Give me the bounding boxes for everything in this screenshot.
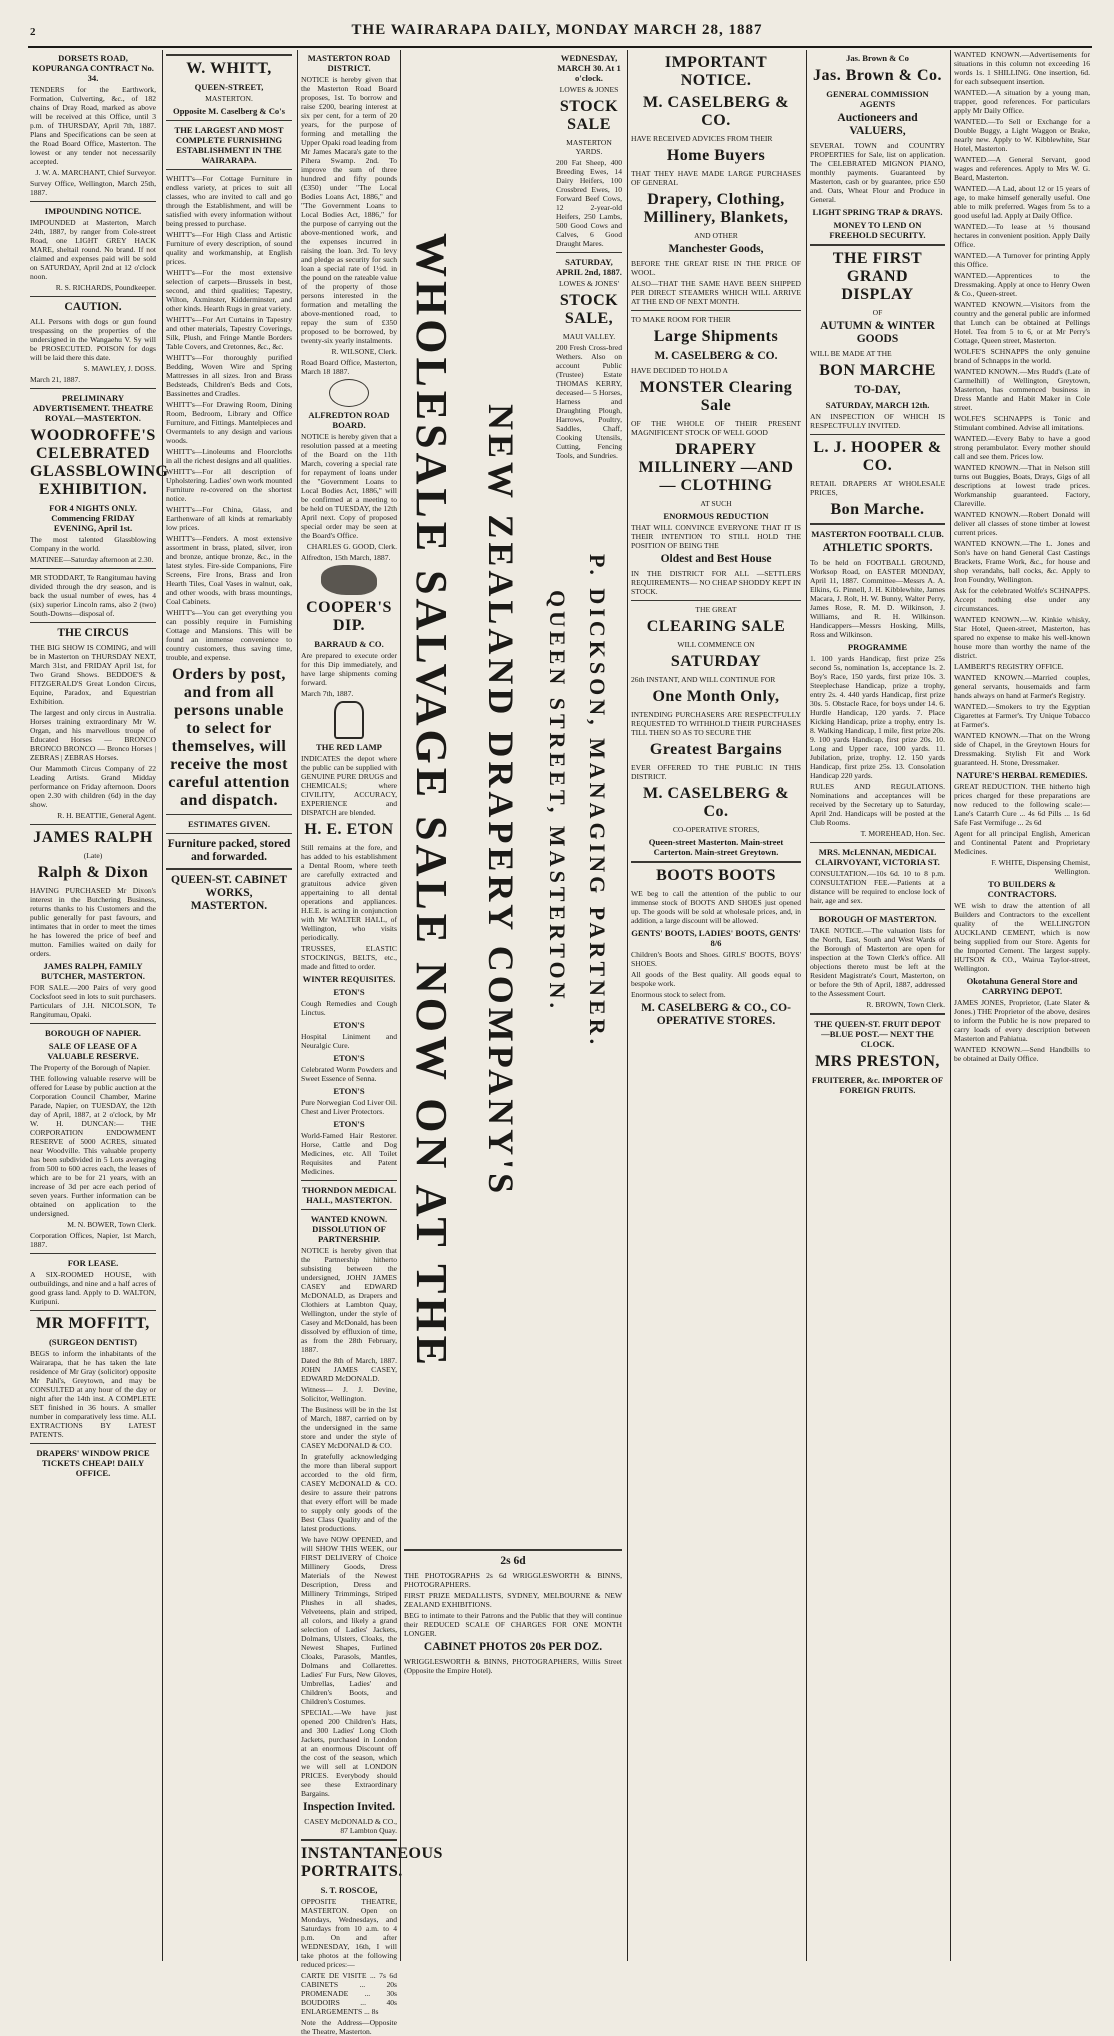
ad-heading: BOROUGH OF NAPIER.	[45, 1028, 141, 1038]
ad-heading: ETON'S	[333, 1053, 365, 1063]
ad-rule	[30, 824, 156, 825]
ad-heading: MASTERTON ROAD DISTRICT.	[307, 53, 391, 73]
ad-heading: BARRAUD & CO.	[314, 639, 384, 649]
ad-body-text: MR STODDART, Te Rangitumau having divided through the dry season, and is back the usual number of ewes, has 4 (six) superior Lincoln rams, also 2 (two) South-Downs—disposal of.	[30, 573, 156, 618]
ad-body-text: WE beg to call the attention of the public to our immense stock of BOOTS AND SHOES just opened up. The goods will be sold at wholesale prices, and, in addition, a large discount will be allowed.	[631, 889, 801, 925]
ad-body-text: IN THE DISTRICT FOR ALL —SETTLERS REQUIREMENTS— NO CHEAP SHODDY KEPT IN STOCK.	[631, 569, 801, 596]
ad-subheading: TO-DAY,	[854, 384, 901, 396]
ad-body-text: Our Mammoth Circus Company of 22 Leading Artists. Grand Midday performance on Friday afternoon. Doors open 2.30 with children (6d) in the day show.	[30, 764, 156, 809]
ad-body-text: WANTED KNOWN.—Advertisements for situations in this column not exceeding 16 words 1s. 1 SHILLING. One insertion, 6d. for each subsequent insertion.	[954, 50, 1090, 86]
ad-heading: ETON'S	[333, 987, 365, 997]
ad-subheading: Auctioneers and VALUERS,	[837, 112, 918, 137]
ad-rule	[810, 909, 945, 910]
ad-heading: LIGHT SPRING TRAP & DRAYS.	[812, 207, 943, 217]
ad-body-text: WANTED KNOWN.—W. Kinkie whisky, Star Hotel, Queen-street, Masterton, has spared no expense to make his well-known house more than worthy the name of the district.	[954, 615, 1090, 660]
ad-subheading: Manchester Goods,	[668, 243, 764, 255]
column-divider	[400, 50, 401, 1961]
ad-display-text: Home Buyers	[666, 147, 766, 164]
ad-body-text: WANTED KNOWN.—Robert Donald will deliver all classes of stone timber at lowest current prices.	[954, 510, 1090, 537]
ad-centered-text: LOWES & JONES	[559, 85, 619, 94]
ad-subheading: Oldest and Best House	[660, 553, 772, 565]
sheep-illustration	[321, 565, 377, 595]
ad-body-text: WANTED KNOWN.—Send Handbills to be obtained at Daily Office.	[954, 1045, 1090, 1063]
ad-display-text: STOCK SALE	[559, 98, 619, 133]
ad-display-text: One Month Only,	[652, 688, 780, 705]
ad-subheading: CABINET PHOTOS 20s PER DOZ.	[423, 1641, 603, 1653]
ad-body-text: THAT THEY HAVE MADE LARGE PURCHASES OF GENERAL	[631, 169, 801, 187]
column-divider	[297, 50, 298, 1961]
ad-body-text: World-Famed Hair Restorer. Horse, Cattle and Dog Medicines, etc. All Toilet Requisites and Patent Medicines.	[301, 1131, 397, 1176]
ad-centered-text: LOWES & JONES'	[558, 279, 619, 288]
ad-body-text: RULES AND REGULATIONS. Nominations and acceptances will be received by the Secretary up to Saturday, April 2nd. Handicaps will be posted at the Club Rooms.	[810, 782, 945, 827]
ad-body-text: THE BIG SHOW IS COMING, and will be in Masterton on THURSDAY NEXT, March 31st, and FRIDAY April 1st, for Two Grand Shows. BEDDOE'S & FITZGERALD'S Great London Circus, Equine, Paradox, and Equestrian Exhibition.	[30, 643, 156, 706]
ad-body-text: BEGS to inform the inhabitants of the Wairarapa, that he has taken the late residence of Mr Gray (solicitor) opposite Mr Pahl's, Greytown, and may be CONSULTED at any hour of the day or night after the 14th inst. A COMPLETE SET finished in 36 hours. A smaller number in comparatively less time. ALL EXTRACTIONS BY LATEST PATENTS.	[30, 1349, 156, 1439]
ad-rule	[166, 814, 292, 815]
ad-heading: SALE OF LEASE OF A VALUABLE RESERVE.	[47, 1041, 139, 1061]
ad-body-text: Dated the 8th of March, 1887. JOHN JAMES CASEY, EDWARD McDONALD.	[301, 1356, 397, 1383]
ad-body-text: All goods of the Best quality. All goods equal to bespoke work.	[631, 970, 801, 988]
ad-rule	[30, 296, 156, 297]
ad-display-text: W. WHITT,	[186, 60, 272, 77]
ad-double-rule	[810, 1013, 945, 1015]
ad-body-text: Corporation Offices, Napier, 1st March, 1887.	[30, 1231, 156, 1249]
ad-subheading: 2s 6d	[500, 1555, 526, 1567]
ad-heading: THE LARGEST AND MOST COMPLETE FURNISHING ESTABLISHMENT IN THE WAIRARAPA.	[174, 125, 284, 165]
column-1	[30, 50, 169, 1961]
ad-subheading: Inspection Invited.	[302, 1801, 396, 1813]
ad-body-text: WHITT's—For all description of Upholstering. Ladies' own work mounted Furniture re-covered on the shortest notice.	[166, 467, 293, 503]
ad-display-text: SATURDAY	[670, 653, 762, 670]
ad-display-text: Large Shipments	[653, 328, 779, 345]
ad-body-text: WANTED.—A General Servant, good wages and references. Apply to Mrs W. G. Beard, Masterton.	[954, 155, 1090, 182]
column-divider	[950, 50, 951, 1961]
ad-body-text: IMPOUNDED at Masterton, March 24th, 1887, by ranger from Cole-street Road, one LIGHT GREY HACK MARE, sheltail round. No brand. If not claimed and expenses paid will be sold on SATURDAY, April 2nd at 12 o'clock noon.	[30, 218, 156, 281]
ad-display-text: M. CASELBERG & CO.	[642, 94, 790, 129]
column-divider	[806, 50, 807, 1961]
ad-heading: BOROUGH OF MASTERTON.	[818, 914, 937, 924]
ad-body-text: WANTED.—Apprentices to the Dressmaking. Apply at once to Henry Owen & Co., Queen-street.	[954, 271, 1090, 298]
column-6	[810, 50, 945, 1961]
ad-body-text: The Business will be in the 1st of March, 1887, carried on by the undersigned in the same store and under the style of CASEY McDONALD & CO.	[301, 1405, 397, 1450]
ad-body-text: The most talented Glassblowing Company in the world.	[30, 535, 156, 553]
ad-body-text: RETAIL DRAPERS AT WHOLESALE PRICES,	[810, 479, 945, 497]
ad-rule	[30, 1443, 156, 1444]
ad-body-text: WANTED.—Smokers to try the Egyptian Cigarettes at Farmer's. Try Unique Tobacco at Farmer's.	[954, 702, 1090, 729]
ad-rule	[30, 1253, 156, 1254]
ad-heading: MASTERTON FOOTBALL CLUB.	[811, 529, 944, 539]
ad-signature: R. WILSONE, Clerk.	[331, 347, 397, 356]
ad-body-text: SPECIAL.—We have just opened 200 Children's Hats, and 300 Ladies' Long Cloth Jackets, purchased in London at an enormous Discount off the cost of the season, which we will sell at LONDON PRICES. Everybody should see these Extraordinary Bargains.	[301, 1708, 397, 1798]
column-2	[166, 50, 292, 1961]
ad-display-text: M. CASELBERG & Co.	[642, 785, 790, 820]
column-5	[631, 50, 801, 1961]
ad-signature: S. MAWLEY, J. DOSS.	[83, 364, 156, 373]
ad-body-text: 26th INSTANT, AND WILL CONTINUE FOR	[631, 675, 776, 684]
ad-heading: (SURGEON DENTIST)	[48, 1337, 138, 1347]
ad-body-text: WE wish to draw the attention of all Builders and Contractors to the excellent quality of the WELLINGTON AUCKLAND CEMENT, which is now being supplied from our Store. Agents for the Imported Cement. The largest supply. HUTSON & CO., Wairua Taylor-street, Wellington.	[954, 901, 1090, 973]
ad-body-text: WHITT's—For High Class and Artistic Furniture of every description, of sound quality and workmanship, at English prices.	[166, 230, 292, 266]
ad-heading: FRUITERER, &c. IMPORTER OF FOREIGN FRUITS.	[811, 1075, 944, 1095]
ad-body-text: WHITT's—For China, Glass, and Earthenware of all kinds at remarkably low prices.	[166, 505, 292, 532]
ad-body-text: ALL Persons with dogs or gun found trespassing on the properties of the undersigned in the Wangaehu V. Sy will be PROSECUTED. POISON for dogs will be laid there this date.	[30, 317, 156, 362]
column-4-lower	[404, 1545, 622, 1961]
ad-heading: MRS. McLENNAN, MEDICAL CLAIRVOYANT, VICTORIA ST.	[815, 847, 940, 867]
ad-body-text: TENDERS for the Earthwork, Formation, Culverting, &c., of 182 chains of Dray Road, marked as above will be received at this Office, until 3 p.m. of THURSDAY, April 7th, 1887. Plans and Specifications can be seen at the Road Board Office, Masterton. The lowest or any tender not necessarily accepted.	[30, 85, 156, 166]
ad-body-text: Alfredton, 15th March, 1887.	[301, 553, 391, 562]
ad-body-text: WANTED KNOWN.—That on the Wrong side of Chapel, in the Greytown Hours for Dressmaking. Stylish Fit and Work guaranteed. H. Stone, Dressmaker.	[954, 731, 1090, 767]
ad-heading: THE QUEEN-ST. FRUIT DEPOT —BLUE POST.— NEXT THE CLOCK.	[814, 1019, 941, 1049]
ad-rule	[30, 201, 156, 202]
ad-signature: CASEY McDONALD & CO., 87 Lambton Quay.	[304, 1817, 397, 1835]
ad-heading: ETON'S	[333, 1020, 365, 1030]
ad-body-text: WANTED.—To lease at ½ thousand hectares in convenient position. Apply Daily Office.	[954, 222, 1090, 249]
banner-line-1: WHOLESALE SALVAGE SALE NOW ON AT THE	[407, 233, 456, 1369]
ad-body-text: Note the Address—Opposite the Theatre, Masterton.	[301, 2018, 397, 2036]
ad-body-text: WANTED KNOWN.—Mrs Rudd's (Late of Carmelhill) of Wellington, Greytown, Masterton, has commenced business in Dress Mantle and Habit Maker in Cole street.	[954, 367, 1090, 412]
ad-centered-text: THE GREAT	[695, 605, 737, 614]
ad-rule	[30, 1310, 156, 1311]
ad-heading: WEDNESDAY, MARCH 30. At 1 o'clock.	[557, 53, 621, 83]
ad-body-text: In gratefully acknowledging the more than liberal support accorded to the old firm, CASEY McDONALD & CO. desire to assure their patrons that every effort will be made to supply only goods of the Best Class Quality and of the latest productions.	[301, 1452, 397, 1533]
ad-heading: NATURE'S HERBAL REMEDIES.	[956, 770, 1088, 780]
ad-heading: GENTS' BOOTS, LADIES' BOOTS, GENTS' 8/6	[631, 928, 801, 948]
ad-body-text: Hospital Liniment and Neuralgic Cure.	[301, 1032, 397, 1050]
ad-display-text: THE FIRST GRAND DISPLAY	[832, 250, 923, 303]
ad-body-text: WANTED KNOWN.—Visitors from the country and the general public are informed that Lunch can be obtained at Pellings Hotel. Tea from 5 to 6, or at Mr Perry's Cottage, Queen street, Masterton.	[954, 300, 1090, 345]
ad-body-text: We have NOW OPENED, and will SHOW THIS WEEK, our FIRST DELIVERY of Choice Millinery Goods, Dress Materials of the Newest Description, Dress and Millinery Trimmings, Striped Plushes in all shades, Velveteens, plain and striped, all colors, and likely a grand selection of Ladies' Jackets, Dolmans, Ulsters, Cloaks, the Newest Shapes, Furlined Cloaks, Parasols, Mantles, Dolmans and Collarettes. Ladies' Fur Furs, New Gloves, Umbrellas, Ladies' and Children's Boots, and Children's Costumes.	[301, 1535, 397, 1706]
ad-rule	[166, 120, 292, 121]
ad-body-text: NOTICE is hereby given that the Partnership hitherto subsisting between the undersigned, JOHN JAMES CASEY and EDWARD McDONALD, as Drapers and Clothiers at Lambton Quay, Wellington, under the style of Casey and McDonald, has been dissolved by effluxion of time, as from the 28th February, 1887.	[301, 1246, 397, 1354]
ad-subheading: AUTUMN & WINTER GOODS	[820, 320, 935, 345]
ad-body-text: WHITT's—For the most extensive selection of carpets—Brussels in best, second, and third qualities; Tapestry, Wilton, Axminster, Kidderminster, and other kinds. Hearth Rugs in great variety.	[166, 268, 292, 313]
ad-body-text: Enormous stock to select from.	[631, 990, 726, 999]
salvage-sale-banner	[402, 66, 622, 1536]
ad-body-text: Agent for all principal English, American and Continental Patent and Proprietary Medicines.	[954, 829, 1090, 856]
ad-display-text: MRS PRESTON,	[815, 1053, 940, 1070]
ad-body-text: OF THE WHOLE OF THEIR PRESENT MAGNIFICENT STOCK OF WELL GOOD	[631, 419, 801, 437]
ad-display-text: H. E. ETON	[304, 821, 394, 838]
ad-heading: WANTED KNOWN. DISSOLUTION OF PARTNERSHIP.	[310, 1214, 388, 1244]
ad-subheading: M. CASELBERG & CO., CO-OPERATIVE STORES.	[641, 1002, 791, 1027]
ad-body-text: INDICATES the depot where the public can be supplied with GENUINE PURE DRUGS and CHEMICALS; where CIVILITY, ACCURACY, EXPERIENCE and DISPATCH are blended.	[301, 754, 397, 817]
ad-display-text: Drapery, Clothing, Millinery, Blankets,	[643, 191, 789, 226]
ad-heading: JAMES RALPH, FAMILY BUTCHER, MASTERTON.	[41, 961, 145, 981]
ad-body-text: The largest and only circus in Australia. Horses training extraordinary Mr W. Organ, and his marvellous troupe of Educated Horses — BRONCO BRONCO BRONCO — Bronco Horses | ZEBRAS | ZEBRAS Horses.	[30, 708, 156, 762]
ad-double-rule	[166, 54, 292, 56]
ad-body-text: CONSULTATION.—10s 6d. 10 to 8 p.m. CONSULTATION FEE.—Patients at a distance will be required to enclose lock of hair, age and sex.	[810, 869, 945, 905]
ad-signature: J. W. A. MARCHANT, Chief Surveyor.	[35, 168, 156, 177]
ad-body-text: OPPOSITE THEATRE, MASTERTON. Open on Mondays, Wednesdays, and Saturdays from 10 a.m. to 4 p.m. On and after WEDNESDAY, 16th, I will take photos at the following reduced prices:—	[301, 1897, 397, 1969]
ad-body-text: Ask for the celebrated Wolfe's SCHNAPPS. Accept nothing else under any circumstances.	[954, 586, 1090, 613]
ad-signature: M. N. BOWER, Town Clerk.	[67, 1220, 156, 1229]
ad-body-text: WRIGGLESWORTH & BINNS, PHOTOGRAPHERS, Willis Street (Opposite the Empire Hotel).	[404, 1657, 622, 1675]
ad-heading: ALFREDTON ROAD BOARD.	[308, 410, 390, 430]
ad-double-rule	[404, 1549, 622, 1551]
ad-body-text: WHITT's—Linoleums and Floorcloths in all the richest designs and all qualities.	[166, 447, 292, 465]
ad-heading: S. T. ROSCOE,	[320, 1885, 378, 1895]
masthead-title: THE WAIRARAPA DAILY, MONDAY MARCH 28, 1887	[351, 22, 763, 38]
ad-heading: QUEEN-STREET,	[194, 82, 264, 92]
ad-double-rule	[631, 861, 801, 863]
ad-body-text: LAMBERT'S REGISTRY OFFICE.	[954, 662, 1064, 671]
ad-body-text: WHITT's—For thoroughly purified Bedding, Woven Wire and Spring Mattresses in all sizes. Iron and Brass Bedsteads, Children's Beds and Cots, Bassinettes and Cradles.	[166, 353, 292, 398]
ad-heading: ENORMOUS REDUCTION	[663, 511, 769, 521]
ad-heading: MONEY TO LEND ON FREEHOLD SECURITY.	[829, 220, 926, 240]
ad-body-text: WANTED.—A Turnover for printing Apply this Office.	[954, 251, 1090, 269]
ad-body-text: HAVE RECEIVED ADVICES FROM THEIR	[631, 134, 773, 143]
ad-heading: PROGRAMME	[847, 642, 908, 652]
ad-subheading: QUEEN-ST. CABINET WORKS, MASTERTON.	[170, 874, 288, 912]
ad-body-text: SEVERAL TOWN and COUNTRY PROPERTIES for Sale, list on application. The CELEBRATED MIGNON PIANO, monthly payments. Guaranteed by Masterton, cash or by guarantee, price £50 and. Oats, Wheat Flour and Produce in General.	[810, 141, 945, 204]
ad-body-text: A SIX-ROOMED HOUSE, with outbuildings, and nine and a half acres of good grass land. Apply to D. WALTON, Kuripuni.	[30, 1270, 156, 1306]
ad-body-text: TRUSSES, ELASTIC STOCKINGS, BELTS, etc., made and fitted to order.	[301, 944, 397, 971]
ad-body-text: WANTED KNOWN.—The L. Jones and Son's have on hand General Cast Castings Brackets, Frame Work, &c., for house and shop verandahs, ball cocks, &c. Apply to Iron Foundry, Wellington.	[954, 539, 1090, 584]
ad-centered-text: MASTERTON.	[205, 94, 253, 103]
ad-body-text: NOTICE is hereby given that the Masterton Road Board proposes, 1st. To borrow and raise £200, bearing interest at six per cent, for a term of 20 years, for the purpose of forming and metalling the Upper Opaki road leading from Mr James Macara's gate to the Pihera Swamp. 2nd. To improve the sum of three hundred and fifty pounds (£350) under "The Local Bodies Loans Act, 1886," and "The Government Loans to Local Bodies Act, 1886," for the purpose of carrying out the above-mentioned work, and the expenses incurred in raising the loan. 3rd. To levy and pledge as security for such loan a special rate of 1½d. in the pound on the rateable value of the property of those persons interested in the formation and metalling the above-mentioned road, to repay the sum of £350 proposed to be borrowed, by twenty-six yearly instalments.	[301, 75, 397, 345]
ad-heading: TO BUILDERS & CONTRACTORS.	[987, 879, 1057, 899]
ad-centered-text: MAUI VALLEY.	[562, 332, 616, 341]
ad-body-text: HAVE DECIDED TO HOLD A	[631, 366, 729, 375]
ad-centered-text: OF	[872, 308, 883, 317]
ad-body-text: TO MAKE ROOM FOR THEIR	[631, 315, 731, 324]
column-7	[954, 50, 1090, 1961]
ad-body-text: BEG to intimate to their Patrons and the Public that they will continue their REDUCED SCALE OF CHARGES FOR ONE MONTH LONGER.	[404, 1611, 622, 1638]
ad-double-rule	[810, 244, 945, 246]
ad-heading: THE RED LAMP	[316, 742, 382, 752]
ad-rule	[30, 622, 156, 623]
ad-display-text: INSTANTANEOUS PORTRAITS.	[301, 1845, 443, 1880]
ad-body-text: WANTED.—A Lad, about 12 or 15 years of age, to make himself generally useful. One able to milk preferred. Wages from 5s to a good useful lad. Apply at Daily Office.	[954, 184, 1090, 220]
ad-rule	[166, 169, 292, 170]
ad-centered-text: AT SUCH	[700, 499, 732, 508]
ad-subheading: ATHLETIC SPORTS.	[822, 542, 933, 554]
ad-heading: ETON'S	[333, 1086, 365, 1096]
ad-display-text: JAMES RALPH	[33, 829, 153, 846]
ad-body-text: WOLFE'S SCHNAPPS the only genuine brand of Schnapps in the world.	[954, 347, 1090, 365]
ad-body-text: Children's Boots and Shoes. GIRLS' BOOTS, BOYS' SHOES.	[631, 950, 801, 968]
ad-body-text: WHITT's—Fenders. A most extensive assortment in brass, plated, silver, iron and bronze, antique bronze, &c., in the latest styles. Fire-side Companions, Fire Screens, Fire Irons, Brass and Iron Hearth Tiles, Coal Vases in walnut, oak, and other woods, with brass mountings, Coal Cabinets.	[166, 534, 292, 606]
ad-body-text: Pure Norwegian Cod Liver Oil. Chest and Liver Protectors.	[301, 1098, 397, 1116]
ad-rule	[631, 310, 801, 311]
ad-centered-text: MASTERTON YARDS.	[566, 138, 612, 156]
ad-body-text: 200 Fresh Cross-bred Wethers. Also on account Public (Trustee) Estate THOMAS KERRY, deceased— 5 Horses, Harness and Draughting Plough, Harrows, Poultry, Saddles, Chaff, Cooking Utensils, Cutting, Fencing Tools, and Sundries.	[556, 343, 622, 460]
ad-subheading: CAUTION.	[64, 301, 122, 313]
ad-body-text: INTENDING PURCHASERS ARE RESPECTFULLY REQUESTED TO WITHHOLD THEIR PURCHASES TILL THEN SO AS TO SECURE THE	[631, 710, 801, 737]
page-number: 2	[30, 26, 37, 38]
ad-body-text: BEFORE THE GREAT RISE IN THE PRICE OF WOOL.	[631, 259, 801, 277]
ad-heading: ESTIMATES GIVEN.	[188, 819, 270, 829]
ad-rule	[30, 568, 156, 569]
ad-body-text: FIRST PRIZE MEDALLISTS, SYDNEY, MELBOURNE & NEW ZEALAND EXHIBITIONS.	[404, 1591, 622, 1609]
masthead-rule	[28, 46, 1092, 48]
ad-rule	[631, 600, 801, 601]
ad-body-text: The Property of the Borough of Napier.	[30, 1063, 150, 1072]
ad-subheading: Furniture packed, stored and forwarded.	[167, 838, 291, 863]
ad-display-text: IMPORTANT NOTICE.	[664, 54, 768, 89]
ad-body-text: CARTE DE VISITE ... 7s 6d CABINETS ... 20s PROMENADE ... 30s BOUDOIRS ... 40s ENLARGEMENTS ... 8s	[301, 1971, 397, 2016]
ad-body-text: March 7th, 1887.	[301, 689, 354, 698]
ad-heading: SATURDAY, APRIL 2nd, 1887.	[556, 257, 622, 277]
ad-body-text: March 21, 1887.	[30, 375, 81, 384]
ad-body-text: Celebrated Worm Powders and Sweet Essence of Senna.	[301, 1065, 397, 1083]
ad-heading: THORNDON MEDICAL HALL, MASTERTON.	[301, 1185, 397, 1205]
ad-heading: SATURDAY, MARCH 12th.	[825, 400, 930, 410]
ad-body-text: ALSO—THAT THE SAME HAVE BEEN SHIPPED PER DIRECT STEAMERS WHICH WILL ARRIVE AT THE END OF NEXT MONTH.	[631, 279, 801, 306]
ad-centered-text: AND OTHER	[694, 231, 738, 240]
ad-display-text: BON MARCHE	[819, 362, 936, 379]
masthead	[0, 22, 1114, 46]
ad-heading: WINTER REQUISITES.	[302, 974, 396, 984]
ad-body-text: WANTED.—A situation by a young man, trapper, good references. For particulars apply Mr Daily Office.	[954, 88, 1090, 115]
ad-body-text: WHITT's—For Cottage Furniture in endless variety, at prices to suit all classes, who are invited to call and go through the Establishment, and will be satisfied with every information without being pressed to purchase.	[166, 174, 292, 228]
ad-body-text: FOR SALE.—200 Pairs of very good Cocksfoot seed in lots to suit purchasers. Particulars of J.H. NICOLSON, Te Rangitumau, Opaki.	[30, 983, 156, 1019]
ad-heading: DRAPERS' WINDOW PRICE TICKETS CHEAP! DAILY OFFICE.	[36, 1448, 150, 1478]
ad-double-rule	[301, 1839, 397, 1841]
ad-subheading: THE CIRCUS	[57, 627, 129, 639]
lamp-illustration	[334, 701, 364, 739]
ad-body-text: THAT WILL CONVINCE EVERYONE THAT IT IS THEIR INTENTION TO STILL HOLD THE POSITION OF BEING THE	[631, 523, 801, 550]
ad-body-text: Road Board Office, Masterton, March 18 1887.	[301, 358, 397, 376]
ad-heading: PRELIMINARY ADVERTISEMENT. THEATRE ROYAL—MASTERTON.	[32, 393, 154, 423]
ad-display-text: MR MOFFITT,	[36, 1315, 150, 1332]
ad-signature: R. S. RICHARDS, Poundkeeper.	[55, 283, 156, 292]
ad-display-text: Orders by post, and from all persons unable to select for themselves, will receive the most careful attention and dispatch.	[168, 666, 290, 809]
ad-display-text: MONSTER Clearing Sale	[639, 379, 793, 414]
ad-display-text: Greatest Bargains	[649, 741, 783, 758]
ad-body-text: TAKE NOTICE.—The valuation lists for the North, East, South and West Wards of the Borough of Masterton are open for inspection at the Town Clerk's office. All objections thereto must be left at the Resident Magistrate's Court, Masterton, on or before the 9th of April, 1887, addressed to the Assessment Court.	[810, 926, 945, 998]
ad-display-text: L. J. HOOPER & CO.	[813, 439, 942, 474]
ad-display-text: Ralph & Dixon	[37, 864, 149, 881]
ad-rule	[166, 833, 292, 834]
ad-body-text: THE following valuable reserve will be offered for Lease by public auction at the Corporation Council Chamber, Marine Parade, Napier, on TUESDAY, the 12th day of April, 1887, at 2 o'clock, by Mr W. H. DUNCAN:— THE CORPORATION ENDOWMENT RESERVE of 5000 ACRES, situated near Woodville. This valuable property has been subdivided in 5 Lots averaging from 500 to 600 acres each, the leases of which are to be for 21 years, with an increase of 3d per acre each period of seven years. Further information can be obtained on application to the undersigned.	[30, 1074, 156, 1218]
ad-body-text: WANTED KNOWN.—Married couples, general servants, housemaids and farm hands always on hand at Farmer's Registry.	[954, 673, 1090, 700]
ad-heading: Opposite M. Caselberg & Co's	[173, 106, 285, 116]
ad-signature: T. MOREHEAD, Hon. Sec.	[860, 829, 945, 838]
ad-heading: DORSETS ROAD, KOPURANGA CONTRACT No. 34.	[32, 53, 154, 83]
column-divider	[627, 50, 628, 1961]
ad-display-text: STOCK SALE,	[559, 292, 619, 327]
ad-body-text: GREAT REDUCTION. THE hitherto high prices charged for these preparations are now reduced to the following scale:— Lane's Catarrh Cure ... 4s 6d Pills ... 1s 6d Safe Fast Vermifuge ... 2s 6d	[954, 782, 1090, 827]
ad-body-text: NOTICE is hereby given that a resolution passed at a meeting of the Board on the 11th March, covering a special rate for repayment of loans under the "Government Loans to Local Bodies Act, 1886," will be confirmed at a meeting to be held on TUESDAY, the 12th April next. Copy of proposed special order may be seen at the Board's Office.	[301, 432, 397, 540]
ad-rule	[30, 388, 156, 389]
ad-centered-text: (Late)	[83, 851, 103, 860]
ad-heading: Jas. Brown & Co	[846, 53, 909, 63]
ad-heading: Okotahuna General Store and CARRYING DEPOT.	[966, 976, 1078, 996]
ad-rule	[301, 1209, 397, 1210]
ad-centered-text: CO-OPERATIVE STORES,	[672, 825, 760, 834]
ad-body-text: EVER OFFERED TO THE PUBLIC IN THIS DISTRICT.	[631, 763, 801, 781]
ad-body-text: WHITT's—For Drawing Room, Dining Room, Bedroom, Library and Office Furniture, and Fittings. Mantelpieces and Overmantels to any design and various woods.	[166, 400, 292, 445]
banner-line-4: P. DICKSON, MANAGING PARTNER.	[585, 553, 610, 1049]
ad-body-text: AN INSPECTION OF WHICH IS RESPECTFULLY INVITED.	[810, 412, 945, 430]
ad-display-text: Bon Marche.	[830, 501, 925, 518]
ad-body-text: Cough Remedies and Cough Linctus.	[301, 999, 397, 1017]
ad-body-text: JAMES JONES, Proprietor, (Late Slater & Jones.) THE Proprietor of the above, desires to inform the Public he is now prepared to carry loads of every description between Masterton and Pahiatua.	[954, 998, 1090, 1043]
ad-heading: FOR LEASE.	[67, 1258, 119, 1268]
ad-rule	[810, 434, 945, 435]
ad-double-rule	[810, 523, 945, 525]
ad-body-text: THE PHOTOGRAPHS 2s 6d WRIGGLESWORTH & BINNS, PHOTOGRAPHERS.	[404, 1571, 622, 1589]
ad-heading: ETON'S	[333, 1119, 365, 1129]
ad-double-rule	[166, 868, 292, 870]
ad-display-text: WOODROFFE'S CELEBRATED GLASSBLOWING EXHIBITION.	[30, 427, 169, 498]
ad-display-text: DRAPERY MILLINERY —AND— CLOTHING	[638, 441, 794, 494]
ad-heading: IMPOUNDING NOTICE.	[44, 206, 142, 216]
ad-heading: Queen-street Masterton. Main-street Carterton. Main-street Greytown.	[648, 837, 784, 857]
ad-display-text: COOPER'S DIP.	[306, 599, 392, 634]
ad-body-text: WOLFE'S SCHNAPPS is Tonic and Stimulant combined. Advise all imitations.	[954, 414, 1090, 432]
ad-rule	[810, 842, 945, 843]
ad-body-text: Are prepared to execute order for this Dip immediately, and have large shipments coming forward.	[301, 651, 397, 687]
ad-rule	[301, 1180, 397, 1181]
banner-line-2: NEW ZEALAND DRAPERY COMPANY'S	[481, 404, 521, 1198]
ad-centered-text: WILL COMMENCE ON	[677, 640, 755, 649]
ad-display-text: BOOTS BOOTS	[656, 867, 776, 884]
ad-signature: F. WHITE, Dispensing Chemist, Wellington.	[991, 858, 1090, 876]
ad-body-text: MATINEE—Saturday afternoon at 2.30.	[30, 555, 154, 564]
ad-body-text: 1. 100 yards Handicap, first prize 25s second 5s, nomination 1s, acceptance 1s. 2. Boy's Race, 150 yards, first prize 10s. 3. Steeplechase Handicap, prize a trophy, entry 2s. 4. 440 yards Handicap, first prize 30s. 5. Obstacle Race, for boys under 14. 6. Hurdle Handicap, 120 yards. 7. Place Kicking Handicap, prize a trophy, entry 1s. 8. Walking Handicap, 1 mile, first prize 20s. 9. 100 yards Handicap, first prize 20s. 10. Long and Upper race, 100 yards. 11. Jubilation, prize, trophy. 12. 150 yards Handicap, first prize 25s. 13. Consolation Handicap 220 yards.	[810, 654, 945, 780]
ad-body-text: Survey Office, Wellington, March 25th, 1887.	[30, 179, 156, 197]
ad-body-text: HAVING PURCHASED Mr Dixon's interest in the Butchering Business, returns thanks to his Customers and the public generally for past favours, and intimates that in order to meet the times he has lowered the price of beef and mutton. Families waited on daily for orders.	[30, 886, 156, 958]
banner-line-3: QUEEN STREET, MASTERTON.	[545, 589, 570, 1013]
ad-body-text: WANTED.—To Sell or Exchange for a Double Buggy, a Light Waggon or Brake, nearly new. Apply to W. Kibblewhite, Star Hotel, Masterton.	[954, 117, 1090, 153]
ad-body-text: WILL BE MADE AT THE	[810, 349, 892, 358]
ad-body-text: WANTED.—Every Baby to have a good strong perambulator. Every mother should call and see them. Prices low.	[954, 434, 1090, 461]
ad-body-text: WHITT's—For Art Curtains in Tapestry and other materials, Tapestry Coverings, Silk, Plush, and Fringe Mantle Borders Table Covers, and Cretonnes, &c., &c.	[166, 315, 292, 351]
column-divider	[162, 50, 163, 1961]
ad-subheading: M. CASELBERG & CO.	[654, 350, 778, 362]
ad-body-text: Still remains at the fore, and has added to his establishment a Dental Room, where teeth are carefully extracted and gratuitous advice given appertaining to all dental operations and appliances. H.E.E. is acting in conjunction with Mr WALTER HALL, of Wellington, who visits periodically.	[301, 843, 397, 942]
ad-body-text: WANTED KNOWN.—That in Nelson still turns out Buggies, Boats, Drays, Gigs of all descriptions at lowest trade prices. Workmanship guaranteed. Factory, Clareville.	[954, 463, 1090, 508]
ad-heading: GENERAL COMMISSION AGENTS	[826, 89, 929, 109]
ad-body-text: 200 Fat Sheep, 400 Breeding Ewes, 14 Dairy Heifers, 100 Crossbred Ewes, 10 Forward Beef Cows, 12 2-year-old Heifers, 250 Lambs, 500 Good Cows and Calves, 6 Good Draught Mares.	[556, 158, 622, 248]
ad-body-text: To be held on FOOTBALL GROUND, Worksop Road, on EASTER MONDAY, April 11, 1887. Committee—Messrs A. A. Elkins, G. Pinnell, J. H. Kibblewhite, James Macara, J. Rolt, H. W. Bunny, Walter Perry, James Rose, R. M. D. Wilkinson, J. Williams, and R. H. Wilkinson. Handicappers—Messrs Hosking, Mills, Ross and Wilkinson.	[810, 558, 945, 639]
crest-emblem	[329, 379, 369, 407]
ad-signature: R. BROWN, Town Clerk.	[866, 1000, 945, 1009]
ad-body-text: Witness— J. J. Devine, Solicitor, Wellington.	[301, 1385, 397, 1403]
ad-rule	[30, 1023, 156, 1024]
ad-display-text: CLEARING SALE	[646, 618, 786, 635]
ad-display-text: Jas. Brown & Co.	[812, 67, 943, 84]
ad-signature: CHARLES G. GOOD, Clerk.	[306, 542, 397, 551]
ad-signature: R. H. BEATTIE, General Agent.	[57, 811, 156, 820]
ad-heading: FOR 4 NIGHTS ONLY. Commencing FRIDAY EVENING, April 1st.	[49, 503, 137, 533]
ad-body-text: WHITT's—You can get everything you can possibly require in Furnishing Cottage and Mansions. This will be found an immense convenience to country customers, thus saving time, trouble, and expense.	[166, 608, 292, 662]
